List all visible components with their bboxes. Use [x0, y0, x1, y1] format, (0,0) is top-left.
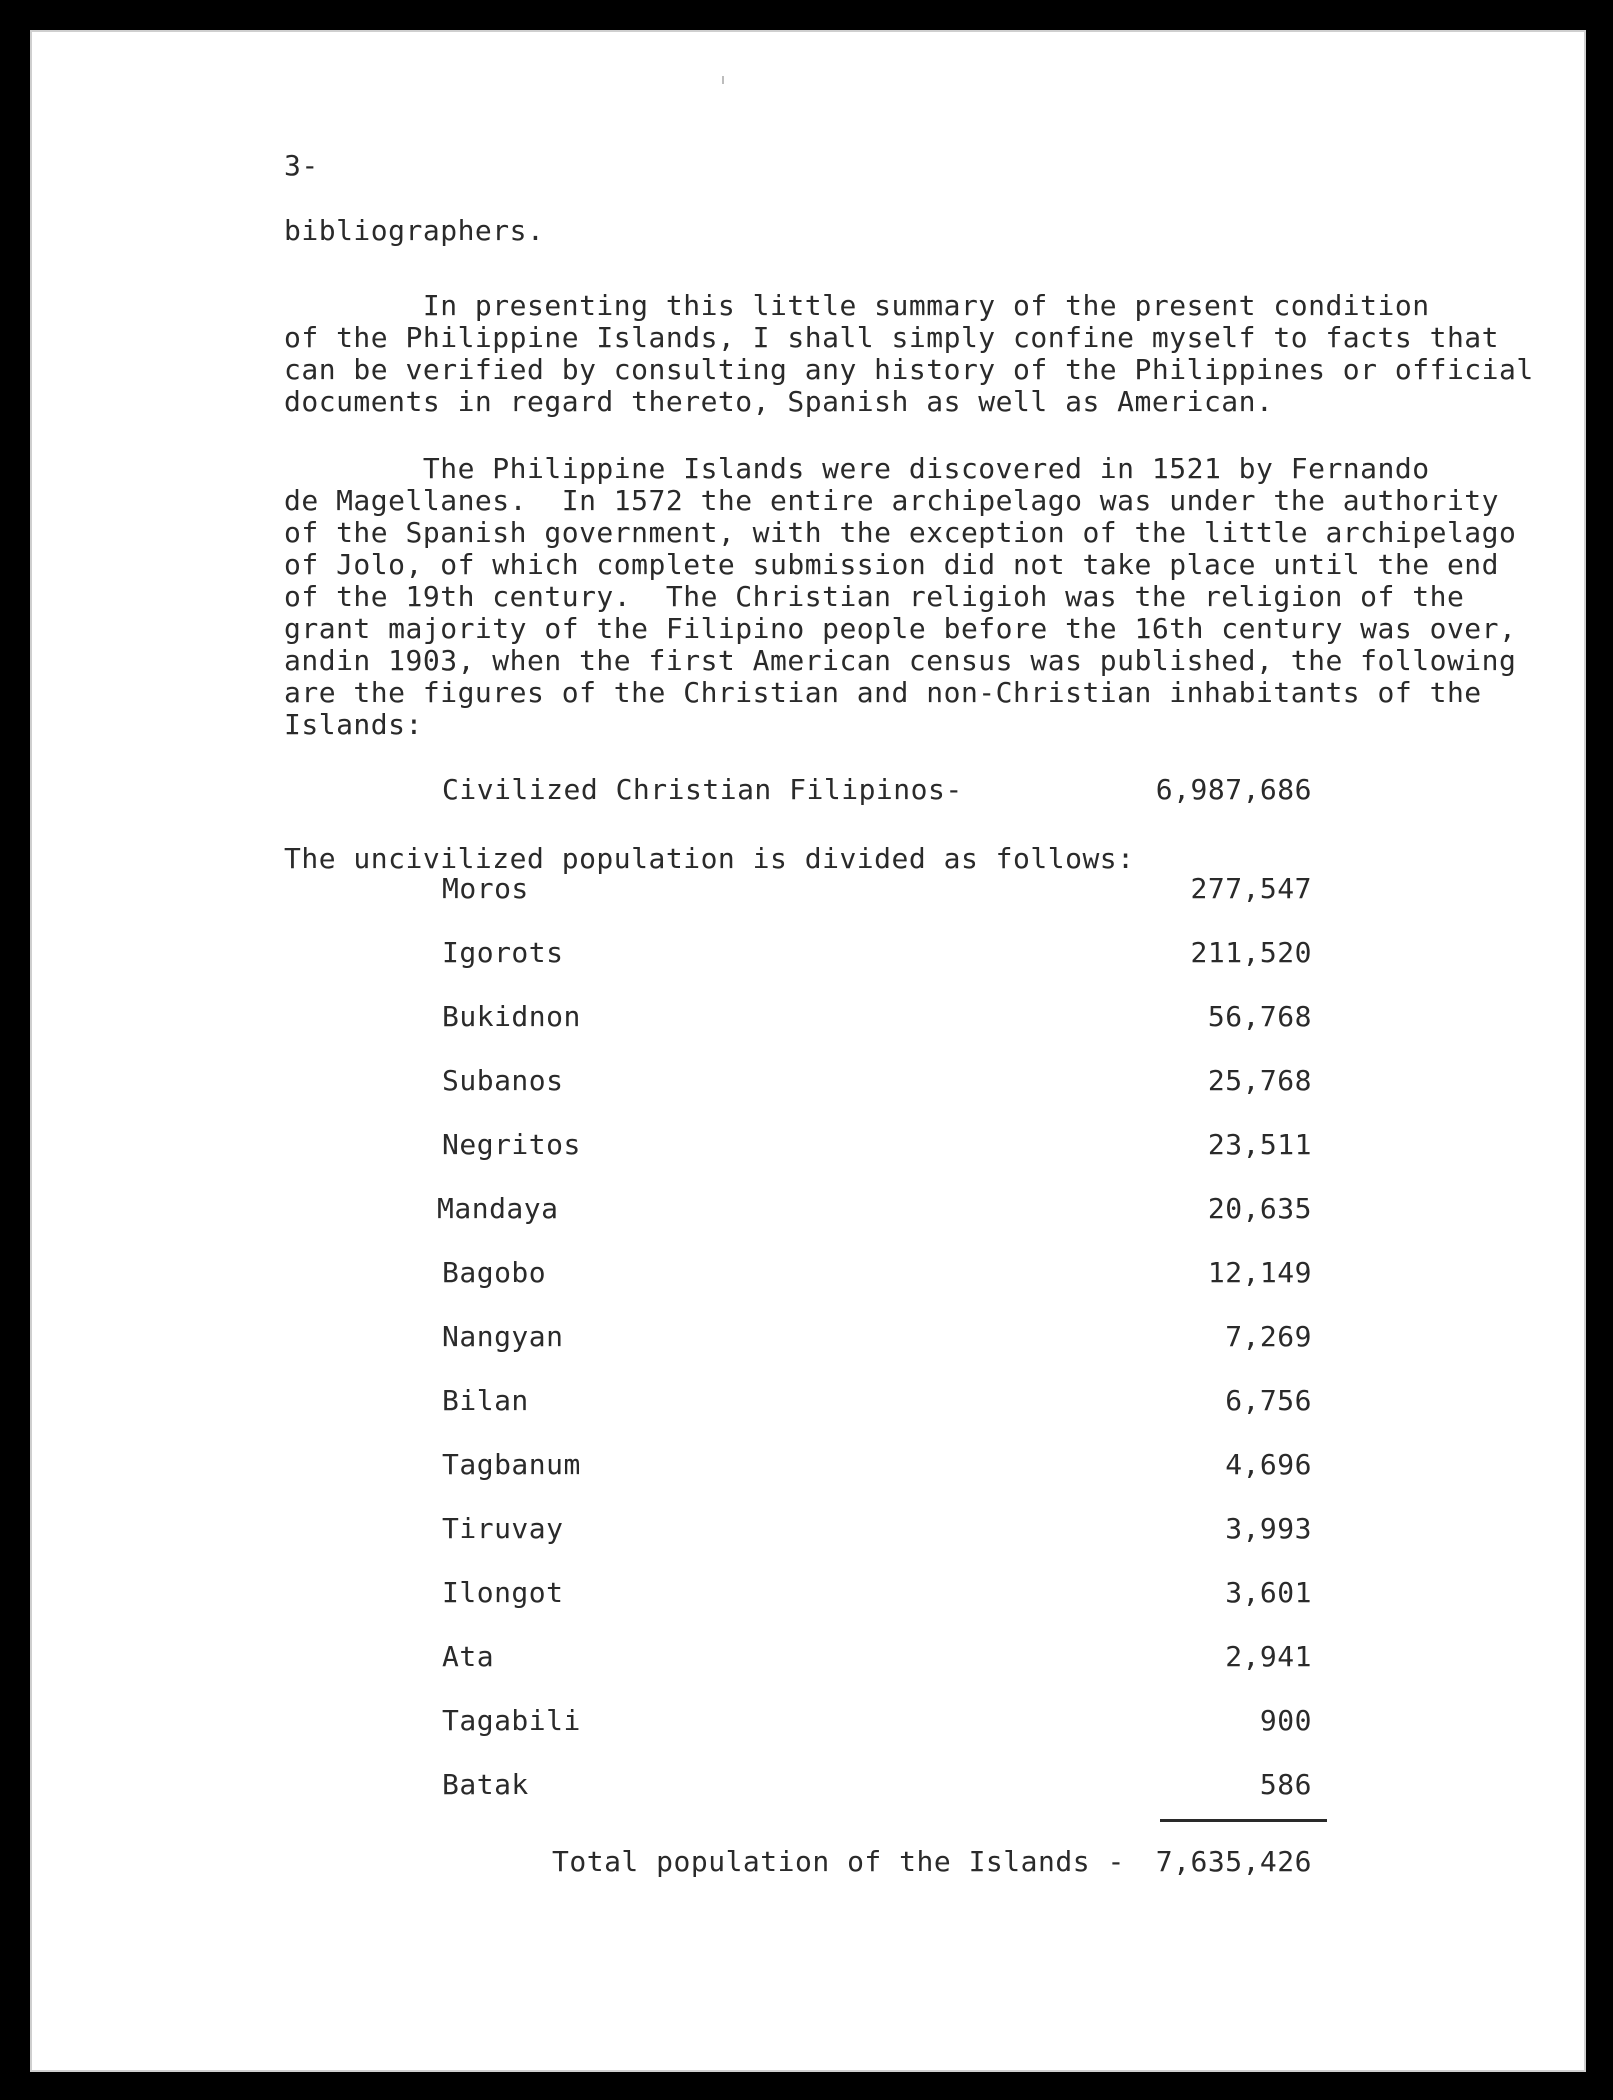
group-value: 586 [1259, 1768, 1312, 1801]
group-name: Bilan [442, 1384, 529, 1417]
group-value: 23,511 [1207, 1128, 1312, 1161]
group-value: 3,993 [1225, 1512, 1312, 1545]
paragraph-line: In presenting this little summary of the present condition [284, 289, 1430, 322]
total-value: 7,635,426 [1155, 1845, 1312, 1878]
group-name: Tagbanum [442, 1448, 581, 1481]
paragraph-line: of the Philippine Islands, I shall simply confine myself to facts that [284, 321, 1500, 354]
group-name: Moros [442, 872, 529, 905]
total-label: Total population of the Islands - [552, 1845, 1125, 1878]
paragraph-line: of the 19th century. The Christian religioh was the religion of the [284, 580, 1465, 613]
group-value: 900 [1259, 1704, 1312, 1737]
page-number: 3- [284, 149, 319, 182]
civilized-label: Civilized Christian Filipinos- [442, 773, 963, 806]
scan-mark [722, 76, 724, 84]
paragraph-line: de Magellanes. In 1572 the entire archipelago was under the authority [284, 484, 1500, 517]
paragraph-line: andin 1903, when the first American census was published, the following [284, 644, 1517, 677]
group-name: Batak [442, 1768, 529, 1801]
group-value: 6,756 [1225, 1384, 1312, 1417]
group-name: Negritos [442, 1128, 581, 1161]
group-value: 211,520 [1190, 936, 1312, 969]
sum-rule [1160, 1819, 1327, 1822]
group-name: Ilongot [442, 1576, 564, 1609]
group-name: Ata [442, 1640, 495, 1673]
group-value: 277,547 [1190, 872, 1312, 905]
paragraph-line: Islands: [284, 708, 423, 741]
group-name: Tiruvay [442, 1512, 564, 1545]
paragraph-line: The Philippine Islands were discovered in 1521 by Fernando [284, 452, 1430, 485]
group-name: Igorots [442, 936, 564, 969]
group-value: 12,149 [1207, 1256, 1312, 1289]
group-name: Subanos [442, 1064, 564, 1097]
paragraph-line: are the figures of the Christian and non-Christian inhabitants of the [284, 676, 1482, 709]
group-name: Bagobo [442, 1256, 547, 1289]
civilized-value: 6,987,686 [1155, 773, 1312, 806]
paragraph-line: documents in regard thereto, Spanish as well as American. [284, 385, 1274, 418]
group-value: 7,269 [1225, 1320, 1312, 1353]
group-value: 4,696 [1225, 1448, 1312, 1481]
group-name: Nangyan [442, 1320, 564, 1353]
group-name: Mandaya [437, 1192, 559, 1225]
group-value: 2,941 [1225, 1640, 1312, 1673]
paragraph-line: of the Spanish government, with the exception of the little archipelago [284, 516, 1517, 549]
group-value: 25,768 [1207, 1064, 1312, 1097]
group-value: 20,635 [1207, 1192, 1312, 1225]
paragraph-line: bibliographers. [284, 214, 545, 247]
uncivilized-intro: The uncivilized population is divided as follows: [284, 842, 1135, 875]
group-value: 3,601 [1225, 1576, 1312, 1609]
paragraph-line: can be verified by consulting any history of the Philippines or official [284, 353, 1534, 386]
group-name: Tagabili [442, 1704, 581, 1737]
group-value: 56,768 [1207, 1000, 1312, 1033]
group-name: Bukidnon [442, 1000, 581, 1033]
paragraph-line: of Jolo, of which complete submission did not take place until the end [284, 548, 1500, 581]
document-page [30, 30, 1586, 2072]
paragraph-line: grant majority of the Filipino people before the 16th century was over, [284, 612, 1517, 645]
